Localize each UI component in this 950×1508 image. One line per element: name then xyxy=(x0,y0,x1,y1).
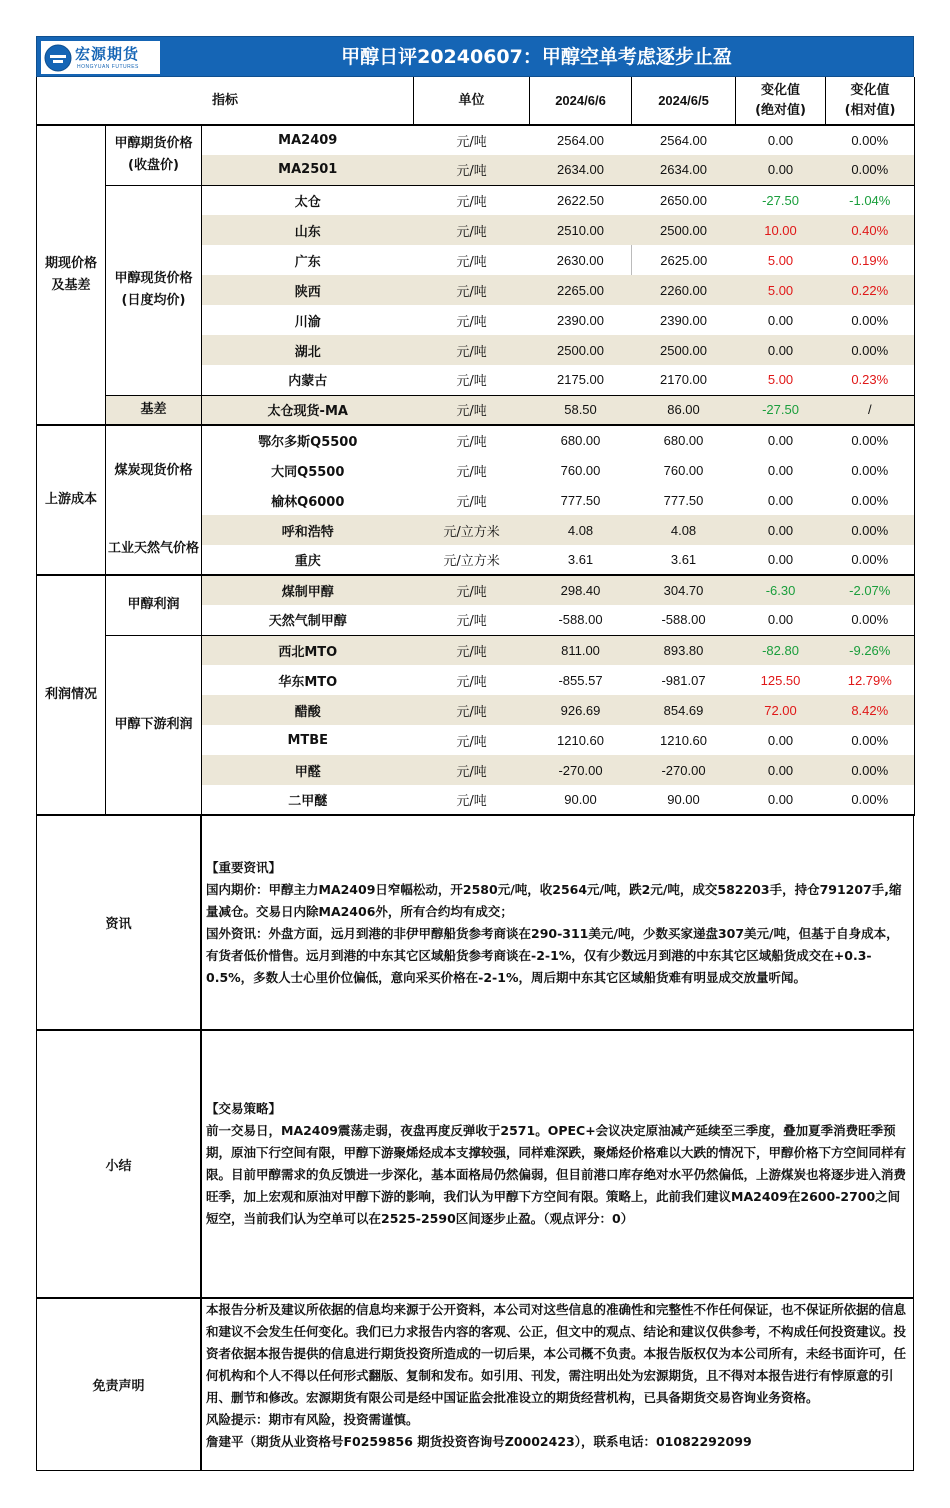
group-upstream: 上游成本 xyxy=(37,425,106,575)
row-value-date1: 811.00 xyxy=(561,642,600,658)
row-value-date2: 893.80 xyxy=(663,642,704,658)
header-date-1: 2024/6/6 xyxy=(530,77,632,125)
row-unit: 元/吨 xyxy=(414,155,530,185)
row-change-rel: 0.19% xyxy=(826,245,915,275)
row-unit: 元/吨 xyxy=(456,314,487,330)
row-value-date1: 3.61 xyxy=(530,545,632,575)
row-value-date1: 1210.60 xyxy=(557,732,605,748)
row-name: 天然气制甲醇 xyxy=(202,605,414,635)
report-page xyxy=(36,36,914,1471)
row-value-date2: 2390.00 xyxy=(660,312,708,328)
row-change-rel: 0.00% xyxy=(826,725,915,755)
disclaimer-section xyxy=(36,1299,914,1471)
row-change-abs: 125.50 xyxy=(760,672,801,688)
row-change-rel: 0.00% xyxy=(826,425,915,455)
row-value-date2: -270.00 xyxy=(661,762,706,778)
row-name: 鄂尔多斯Q5500 xyxy=(258,435,358,450)
row-value-date2: 680.00 xyxy=(663,433,704,448)
row-value-date2: -588.00 xyxy=(632,605,736,635)
subgroup-basis: 基差 xyxy=(106,395,202,425)
row-change-rel: -9.26% xyxy=(826,635,915,665)
row-unit: 元/吨 xyxy=(414,395,530,425)
company-logo xyxy=(41,41,160,74)
row-unit: 元/立方米 xyxy=(443,524,500,540)
row-unit: 元/吨 xyxy=(456,704,487,720)
table-row xyxy=(37,515,915,545)
report-banner xyxy=(36,36,914,77)
row-name: 榆林Q6000 xyxy=(271,494,345,510)
group-futures-spot: 期现价格 及基差 xyxy=(37,125,106,425)
row-change-abs: 72.00 xyxy=(764,702,797,718)
row-name: 西北MTO xyxy=(278,644,338,660)
row-change-rel: 0.00% xyxy=(826,605,915,635)
row-change-rel: 8.42% xyxy=(826,695,915,725)
row-name: 湖北 xyxy=(294,344,321,360)
row-name: 陕西 xyxy=(294,284,321,300)
row-change-abs: 0.00 xyxy=(767,342,794,358)
row-value-date1: 2622.50 xyxy=(557,192,605,208)
row-change-abs: 0.00 xyxy=(767,762,794,778)
news-heading: 【重要资讯】 xyxy=(206,859,282,875)
table-row xyxy=(37,185,915,215)
row-name: 煤制甲醇 xyxy=(281,585,334,600)
row-change-abs: 0.00 xyxy=(736,785,826,815)
row-name: 大同Q5500 xyxy=(271,464,345,480)
row-change-abs: 0.00 xyxy=(767,462,794,478)
disclaimer-label: 免责声明 xyxy=(37,1299,202,1470)
subgroup-coal-price: 煤炭现货价格 xyxy=(106,425,202,515)
row-value-date2: 760.00 xyxy=(663,462,704,478)
row-name: 太仓现货-MA xyxy=(202,395,414,425)
subgroup-downstream-profit: 甲醇下游利润 xyxy=(106,635,202,815)
header-indicator: 指标 xyxy=(37,77,414,125)
row-value-date1: 90.00 xyxy=(530,785,632,815)
row-value-date2: 2260.00 xyxy=(660,282,708,298)
row-change-abs: 0.00 xyxy=(767,732,794,748)
summary-section xyxy=(36,1031,914,1299)
row-value-date1: 680.00 xyxy=(560,433,601,448)
row-value-date1: 2175.00 xyxy=(530,365,632,395)
row-name: 太仓 xyxy=(294,194,321,210)
row-value-date1: 760.00 xyxy=(560,462,601,478)
disclaimer-text: 本报告分析及建议所依据的信息均来源于公开资料，本公司对这些信息的准确性和完整性不作任何保证，也不保证所依据的信息和建议不会发生任何变化。我们已力求报告内容的客观、公正，但文中的观点、结论和建议仅供参考，不构成任何投资建议。投资者依据本报告提供的信息进行期货投资所造成的一切后果，本公司概不负责。本报告版权仅为本公司所有，未经书面许可，任何机构和个人不得以任何形式翻版、复制和发布。如引用、刊发，需注明出处为宏源期货，且不得对本报告进行有悖原意的引用、删节和修改。宏源期货有限公司是经中国证监会批准设立的期货经营机构，已具备期货交易咨询业务资格。 xyxy=(206,1302,907,1405)
row-name: 呼和浩特 xyxy=(281,524,334,540)
row-value-date2: 854.69 xyxy=(663,702,704,718)
header-change-rel-line2: (相对值) xyxy=(844,102,896,118)
row-change-rel: 0.00% xyxy=(826,485,915,515)
row-name: 华东MTO xyxy=(278,674,338,690)
row-change-rel: 0.00% xyxy=(826,755,915,785)
row-value-date2: 2500.00 xyxy=(660,342,708,358)
header-change-rel-line1: 变化值 xyxy=(850,82,890,98)
row-change-rel: 0.00% xyxy=(826,155,915,185)
row-value-date1: 926.69 xyxy=(560,702,601,718)
row-unit: 元/吨 xyxy=(414,365,530,395)
hongyuan-logo-icon xyxy=(44,44,72,72)
row-value-date2: 304.70 xyxy=(663,583,704,598)
logo-text-en: HONGYUAN FUTURES xyxy=(77,64,139,70)
report-title: 甲醇日评20240607：甲醇空单考虑逐步止盈 xyxy=(341,46,732,68)
row-change-rel: 0.00% xyxy=(826,455,915,485)
row-unit: 元/吨 xyxy=(456,135,487,150)
news-body xyxy=(202,816,913,1029)
row-unit: 元/吨 xyxy=(456,494,487,510)
row-unit: 元/吨 xyxy=(414,605,530,635)
row-value-date2: 777.50 xyxy=(663,492,704,508)
row-change-abs: 10.00 xyxy=(764,222,797,238)
row-change-rel: 0.00% xyxy=(826,785,915,815)
row-unit: 元/吨 xyxy=(456,764,487,780)
row-value-date2: 2625.00 xyxy=(660,252,708,268)
row-value-date2: 90.00 xyxy=(632,785,736,815)
news-domestic: 国内期价：甲醇主力MA2409日窄幅松动，开2580元/吨，收2564元/吨，跌2元/吨，成交582203手，持仓791207手,缩量减仓。交易日内除MA2406外，所有合约均有成交； xyxy=(206,881,902,919)
row-value-date1: 2510.00 xyxy=(557,222,605,238)
table-row xyxy=(37,635,915,665)
row-change-rel: 0.00% xyxy=(826,545,915,575)
summary-heading: 【交易策略】 xyxy=(206,1101,282,1116)
row-name: MA2409 xyxy=(278,133,338,148)
row-unit: 元/吨 xyxy=(456,644,487,660)
row-value-date1: -270.00 xyxy=(558,762,603,778)
row-change-rel: -1.04% xyxy=(826,185,915,215)
row-unit: 元/立方米 xyxy=(414,545,530,575)
subgroup-futures-price: 甲醇期货价格 (收盘价) xyxy=(106,125,202,185)
row-value-date2: -981.07 xyxy=(661,672,706,688)
row-name: MA2501 xyxy=(202,155,414,185)
row-value-date1: 298.40 xyxy=(560,583,601,598)
row-value-date2: 3.61 xyxy=(632,545,736,575)
row-unit: 元/吨 xyxy=(456,254,487,270)
row-value-date1: -588.00 xyxy=(530,605,632,635)
row-change-rel: 0.00% xyxy=(826,125,915,155)
row-unit: 元/吨 xyxy=(414,785,530,815)
row-value-date1: 2564.00 xyxy=(557,133,605,148)
row-name: MTBE xyxy=(287,732,329,748)
row-name: 广东 xyxy=(294,254,321,270)
header-change-abs-line2: (绝对值) xyxy=(755,102,806,118)
row-value-date2: 2634.00 xyxy=(632,155,736,185)
methanol-indicator-table xyxy=(36,77,915,816)
row-change-rel: 0.23% xyxy=(826,365,915,395)
row-value-date2: 2500.00 xyxy=(660,222,708,238)
row-value-date2: 2564.00 xyxy=(660,133,708,148)
disclaimer-body xyxy=(202,1299,913,1470)
header-change-abs-line1: 变化值 xyxy=(761,82,801,98)
row-name: 内蒙古 xyxy=(202,365,414,395)
logo-text-cn: 宏源期货 xyxy=(75,45,140,63)
row-change-abs: 0.00 xyxy=(767,433,794,448)
row-unit: 元/吨 xyxy=(456,344,487,360)
row-change-rel: 0.00% xyxy=(826,335,915,365)
row-name: 醋酸 xyxy=(294,704,321,720)
row-change-abs: 0.00 xyxy=(767,133,794,148)
row-change-abs: 0.00 xyxy=(736,545,826,575)
table-header-row xyxy=(37,77,915,125)
row-change-rel: 12.79% xyxy=(826,665,915,695)
row-change-abs: -27.50 xyxy=(762,192,799,208)
row-value-date2: 2650.00 xyxy=(660,192,708,208)
subgroup-gas-price: 工业天然气价格 xyxy=(106,515,202,575)
row-value-date1: 2500.00 xyxy=(557,342,605,358)
row-unit: 元/吨 xyxy=(456,585,487,600)
row-unit: 元/吨 xyxy=(456,464,487,480)
row-value-date1: 2390.00 xyxy=(557,312,605,328)
table-row xyxy=(37,395,915,425)
row-unit: 元/吨 xyxy=(456,674,487,690)
news-label: 资讯 xyxy=(37,816,202,1029)
row-value-date2: 2170.00 xyxy=(632,365,736,395)
row-change-abs: 0.00 xyxy=(736,605,826,635)
row-name: 重庆 xyxy=(202,545,414,575)
group-profit: 利润情况 xyxy=(37,575,106,815)
row-value-date1: 2265.00 xyxy=(557,282,605,298)
analyst-contact: 詹建平（期货从业资格号F0259856 期货投资咨询号Z0002423），联系电话：01082292099 xyxy=(206,1434,752,1449)
row-value-date1: 2634.00 xyxy=(530,155,632,185)
row-unit: 元/吨 xyxy=(456,194,487,210)
row-change-abs: -82.80 xyxy=(762,642,799,658)
row-unit: 元/吨 xyxy=(456,284,487,300)
row-change-rel: 0.00% xyxy=(826,515,915,545)
risk-warning: 风险提示：期市有风险，投资需谨慎。 xyxy=(206,1412,419,1427)
row-change-rel: 0.40% xyxy=(826,215,915,245)
header-change-abs xyxy=(736,77,826,125)
row-value-date1: -855.57 xyxy=(558,672,603,688)
row-change-abs: 0.00 xyxy=(736,155,826,185)
row-change-abs: 0.00 xyxy=(767,312,794,328)
header-change-rel xyxy=(826,77,915,125)
row-value-date2: 4.08 xyxy=(670,522,697,538)
row-unit: 元/吨 xyxy=(456,435,487,450)
row-name: 甲醛 xyxy=(294,764,321,780)
table-row xyxy=(37,575,915,605)
row-name: 山东 xyxy=(294,224,321,240)
subgroup-spot-price: 甲醇现货价格 (日度均价) xyxy=(106,185,202,395)
row-change-abs: 0.00 xyxy=(767,522,794,538)
row-change-rel: 0.00% xyxy=(826,305,915,335)
subgroup-methanol-profit: 甲醇利润 xyxy=(106,575,202,635)
header-unit: 单位 xyxy=(414,77,530,125)
row-unit: 元/吨 xyxy=(456,734,487,750)
row-change-rel: -2.07% xyxy=(826,575,915,605)
row-change-rel: 0.22% xyxy=(826,275,915,305)
row-change-abs: -27.50 xyxy=(736,395,826,425)
summary-strategy: 前一交易日，MA2409震荡走弱，夜盘再度反弹收于2571。OPEC+会议决定原油减产延续至三季度，叠加夏季消费旺季预期，原油下行空间有限，甲醇下游聚烯烃成本支撑较强，同样难深跌，聚烯烃价格难以大跌的情况下，甲醇价格下方空间同样有限。目前甲醇需求的负反馈进一步深化，基本面格局仍然偏弱，但目前港口库存绝对水平仍然偏低，上游煤炭也将逐步进入消费旺季，加上宏观和原油对甲醇下游的影响，我们认为甲醇下方空间有限。策略上，此前我们建议MA2409在2600-2700之间短空，当前我们认为空单可以在2525-2590区间逐步止盈。（观点评分：0） xyxy=(206,1123,907,1226)
news-overseas: 国外资讯：外盘方面，远月到港的非伊甲醇船货参考商谈在290-311美元/吨，少数买家递盘307美元/吨，但基于自身成本，有货者低价惜售。远月到港的中东其它区域船货参考商谈在-2-1%，仅有少数远月到港的中东其它区域船货成交在+0.3-0.5%，多数人士心里价位偏低，意向采买价格在-2-1%，周后期中东其它区域船货难有明显成交放量听闻。 xyxy=(206,925,899,985)
row-name: 川渝 xyxy=(294,314,321,330)
row-value-date2: 1210.60 xyxy=(660,732,708,748)
row-value-date1: 2630.00 xyxy=(530,245,632,275)
row-change-abs: 5.00 xyxy=(736,365,826,395)
summary-body xyxy=(202,1031,913,1297)
row-unit: 元/吨 xyxy=(456,224,487,240)
table-row xyxy=(37,125,915,155)
row-value-date1: 4.08 xyxy=(567,522,594,538)
header-date-2: 2024/6/5 xyxy=(632,77,736,125)
row-value-date1: 777.50 xyxy=(560,492,601,508)
row-change-abs: 0.00 xyxy=(767,492,794,508)
table-row xyxy=(37,425,915,455)
row-name: 二甲醚 xyxy=(202,785,414,815)
row-change-abs: -6.30 xyxy=(765,583,796,598)
row-change-abs: 5.00 xyxy=(767,282,794,298)
news-section xyxy=(36,816,914,1031)
row-value-date1: 58.50 xyxy=(530,395,632,425)
row-change-abs: 5.00 xyxy=(767,252,794,268)
summary-label: 小结 xyxy=(37,1031,202,1297)
row-change-rel: / xyxy=(826,395,915,425)
row-value-date2: 86.00 xyxy=(632,395,736,425)
